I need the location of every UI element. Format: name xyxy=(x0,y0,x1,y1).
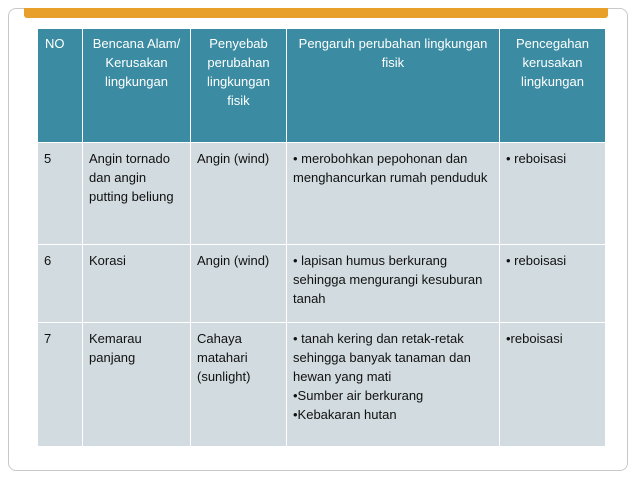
cell-no: 7 xyxy=(38,323,83,447)
pengaruh-item: • lapisan humus berkurang sehingga mengurangi kesuburan tanah xyxy=(293,253,483,306)
cell-bencana: Kemarau panjang xyxy=(83,323,191,447)
cell-no: 6 xyxy=(38,245,83,323)
cell-bencana: Korasi xyxy=(83,245,191,323)
cell-pengaruh xyxy=(287,245,500,323)
cell-bencana: Angin tornado dan angin putting beliung xyxy=(83,143,191,245)
pengaruh-item: • tanah kering dan retak-retak sehingga banyak tanaman dan hewan yang mati xyxy=(293,331,471,384)
cell-penyebab: Angin (wind) xyxy=(191,245,287,323)
cell-pencegahan: •reboisasi xyxy=(500,323,606,447)
table-header-row xyxy=(38,29,606,143)
pengaruh-item: •Sumber air berkurang xyxy=(293,388,424,403)
cell-no: 5 xyxy=(38,143,83,245)
cell-pengaruh xyxy=(287,323,500,447)
cell-pengaruh xyxy=(287,143,500,245)
table-row xyxy=(38,323,606,447)
header-pencegahan: Pencegahan kerusakan lingkungan xyxy=(500,29,606,143)
cell-penyebab: Cahaya matahari (sunlight) xyxy=(191,323,287,447)
header-penyebab: Penyebab perubahan lingkungan fisik xyxy=(191,29,287,143)
header-no: NO xyxy=(38,29,83,143)
cell-penyebab: Angin (wind) xyxy=(191,143,287,245)
table-row xyxy=(38,245,606,323)
cell-pencegahan: • reboisasi xyxy=(500,245,606,323)
header-pengaruh: Pengaruh perubahan lingkungan fisik xyxy=(287,29,500,143)
header-bencana: Bencana Alam/ Kerusakan lingkungan xyxy=(83,29,191,143)
accent-bar xyxy=(24,8,608,18)
cell-pencegahan: • reboisasi xyxy=(500,143,606,245)
pengaruh-item: • merobohkan pepohonan dan menghancurkan rumah penduduk xyxy=(293,151,488,185)
pengaruh-item: •Kebakaran hutan xyxy=(293,407,397,422)
environment-table xyxy=(37,28,606,447)
table-row xyxy=(38,143,606,245)
